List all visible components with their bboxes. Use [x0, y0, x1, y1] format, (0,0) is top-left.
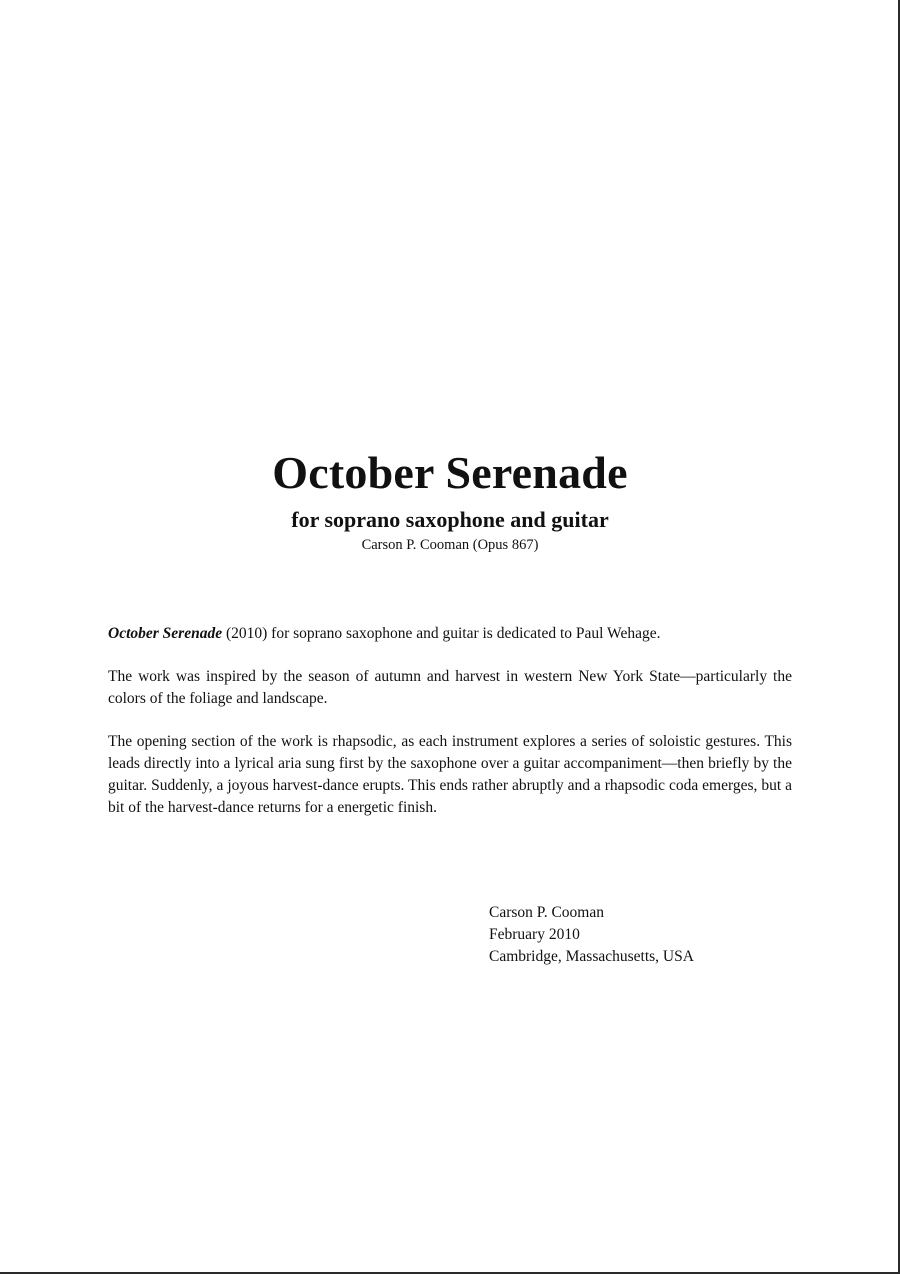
signature-date: February 2010: [489, 926, 580, 943]
dedication-text: (2010) for soprano saxophone and guitar is dedicated to Paul Wehage.: [222, 625, 661, 642]
inline-work-title: October Serenade: [108, 625, 223, 642]
title-block: [0, 446, 900, 555]
notes-paragraph-dedication: [108, 623, 792, 645]
work-title-heading: October Serenade: [272, 447, 628, 498]
composer-byline: Carson P. Cooman (Opus 867): [361, 537, 539, 553]
signature-block: [489, 902, 694, 968]
signature-place: Cambridge, Massachusetts, USA: [489, 948, 694, 965]
notes-paragraph-description: The opening section of the work is rhapsodic, as each instrument explores a series of soloistic gestures. This leads directly into a lyrical aria sung first by the saxophone over a guitar accompaniment—then briefly by the guitar. Suddenly, a joyous harvest-dance erupts. This ends rather abruptly and a rhapsodic coda emerges, but a bit of the harvest-dance returns for a energetic finish.: [108, 733, 792, 816]
notes-paragraph-inspiration: The work was inspired by the season of autumn and harvest in western New York State—particularly the colors of the foliage and landscape.: [108, 668, 792, 707]
program-notes: [108, 623, 792, 840]
signature-name: Carson P. Cooman: [489, 904, 604, 921]
instrumentation-subtitle: for soprano saxophone and guitar: [291, 507, 609, 532]
